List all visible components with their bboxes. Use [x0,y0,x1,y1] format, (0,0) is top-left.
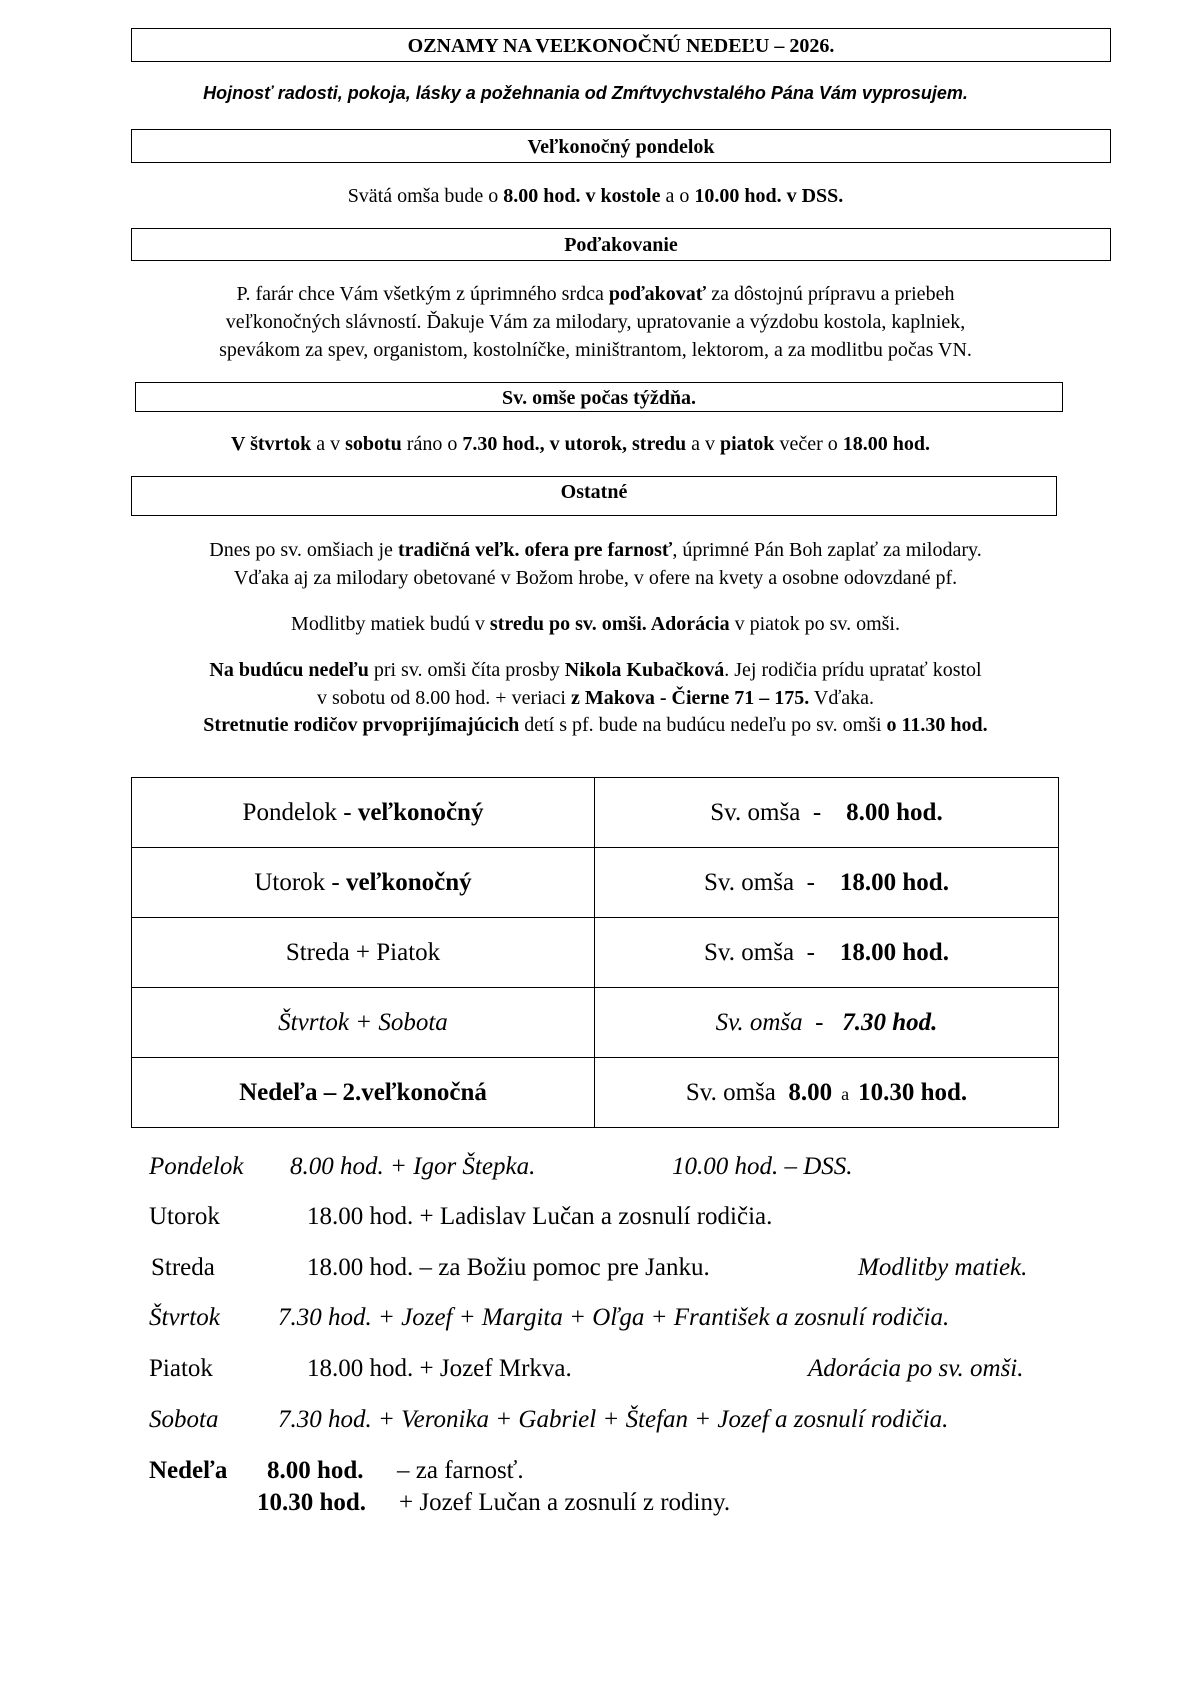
other-thanks: Vďaka. [809,687,875,709]
easter-monday-heading: Veľkonočný pondelok [527,136,715,158]
schedule-time [595,1058,1059,1128]
mass-note-friday: Adorácia po sv. omši. [808,1355,1024,1382]
mass-intention-sunday-2: + Jozef Lučan a zosnulí z rodiny. [399,1489,731,1516]
mass-day-tuesday: Utorok [149,1203,220,1230]
schedule-day [132,848,595,918]
schedule-day-bold: veľkonočný [357,798,484,826]
mass-day-thursday: Štvrtok [149,1304,220,1331]
schedule-label: Sv. omša - [704,938,840,966]
mass-day-friday: Piatok [149,1355,213,1382]
schedule-day [132,1058,595,1128]
schedule-row [132,848,1059,918]
schedule-label: Sv. omša [685,1078,789,1106]
week-evening-time: 18.00 hod. [842,433,930,455]
schedule-day-text: Streda + Piatok [285,938,441,966]
announcement-title-box [131,28,1111,62]
other-makov-houses: z Makova - Čierne 71 – 175. [570,687,810,709]
mass-time-sunday-1: 8.00 hod. [267,1457,364,1484]
other-reader-name: Nikola Kubačková [564,659,725,681]
other-text-c5: v sobotu od 8.00 hod. + veriaci [316,687,571,709]
week-and-1: a v [311,433,346,455]
schedule-time-value: 8.00 hod. [846,798,943,826]
week-masses-heading: Sv. omše počas týždňa. [502,387,696,409]
week-saturday: sobotu [345,433,402,455]
other-line-5 [0,688,1191,708]
other-text-a3: , úprimné Pán Boh zaplať za milodary. [672,539,982,561]
other-meeting-time: o 11.30 hod. [886,714,988,736]
other-text-c4: . Jej rodičia prídu upratať kostol [724,659,982,681]
schedule-row [132,918,1059,988]
other-text-a1: Dnes po sv. omšiach je [209,539,398,561]
schedule-day [132,918,595,988]
schedule-time [595,988,1059,1058]
schedule-time-value-2: 10.30 hod. [858,1078,968,1106]
schedule-row [132,1058,1059,1128]
schedule-row [132,988,1059,1058]
other-text-b1: Modlitby matiek budú v [291,613,490,635]
week-evening: večer o [774,433,843,455]
mass-day-monday: Pondelok [149,1153,244,1180]
thanks-bold: poďakovať [608,283,707,305]
mass-time-sunday-2: 10.30 hod. [257,1489,367,1516]
schedule-day-text: Utorok - [254,868,347,896]
monday-time-dss: 10.00 hod. v DSS. [694,185,844,207]
thanks-text-1a: P. farár chce Vám všetkým z úprimného srdca [236,283,609,305]
schedule-day [132,778,595,848]
other-line-3 [0,614,1191,634]
mass-day-sunday: Nedeľa [149,1457,228,1484]
mass-text-tuesday: 18.00 hod. + Ladislav Lučan a zosnulí rodičia. [307,1203,773,1230]
mass-day-saturday: Sobota [149,1406,219,1433]
mass-intention-sunday-1: – za farnosť. [397,1457,524,1484]
mass-text-saturday: 7.30 hod. + Veronika + Gabriel + Štefan + Jozef a zosnulí rodičia. [278,1406,949,1433]
monday-text-2: a o [660,185,695,207]
schedule-time-value: 18.00 hod. [839,938,949,966]
other-heading: Ostatné [560,481,628,503]
other-line-2: Vďaka aj za milodary obetované v Božom hrobe, v ofere na kvety a osobne odovzdané pf. [233,567,958,589]
mass-schedule-table [131,777,1059,1128]
schedule-time-value: 7.30 hod. [842,1008,938,1036]
mass-note-wednesday: Modlitby matiek. [858,1254,1028,1281]
thanks-text-1c: za dôstojnú prípravu a priebeh [706,283,955,305]
other-line-6 [0,715,1191,735]
announcement-title: OZNAMY NA VEĽKONOČNÚ NEDEĽU – 2026. [407,35,835,57]
other-offering: tradičná veľk. ofera pre farnosť [397,539,673,561]
schedule-and: a [832,1083,859,1104]
week-masses-text [0,434,1176,454]
other-heading-box [131,476,1057,516]
schedule-time-value: 8.00 [788,1078,833,1106]
schedule-time-value: 18.00 hod. [839,868,949,896]
thanks-heading: Poďakovanie [564,234,678,256]
other-line-1 [0,540,1191,560]
schedule-time [595,778,1059,848]
schedule-day-bold: Nedeľa – 2.veľkonočná [239,1078,487,1106]
other-text-b3: v piatok po sv. omši. [729,613,900,635]
monday-text-1: Svätá omša bude o [347,185,504,207]
monday-time-church: 8.00 hod. v kostole [503,185,661,207]
schedule-day-text: Štvrtok + Sobota [278,1008,448,1036]
schedule-label: Sv. omša - [704,868,840,896]
thanks-heading-box [131,228,1111,261]
schedule-label: Sv. omša - [710,798,847,826]
mass-text-wednesday: 18.00 hod. – za Božiu pomoc pre Janku. [307,1254,710,1281]
easter-monday-heading-box [131,129,1111,163]
week-and-2: a v [686,433,720,455]
week-thursday: V štvrtok [231,433,312,455]
week-masses-heading-box [135,382,1063,412]
week-friday: piatok [719,433,775,455]
mass-text-monday: 8.00 hod. + Igor Štepka. [290,1153,536,1180]
other-text-c2: pri sv. omši číta prosby [368,659,565,681]
other-parents-meeting: Stretnutie rodičov prvoprijímajúcich [203,714,520,736]
schedule-day-text: Pondelok - [242,798,358,826]
other-next-sunday: Na budúcu nedeľu [209,659,369,681]
other-text-d2: detí s pf. bude na budúcu nedeľu po sv. omši [519,714,887,736]
other-line-4 [0,660,1191,680]
week-tue-wed: 7.30 hod., v utorok, stredu [462,433,687,455]
mass-note-monday: 10.00 hod. – DSS. [672,1153,853,1180]
easter-monday-text [0,186,1191,206]
schedule-row [132,778,1059,848]
thanks-line-2: veľkonočných slávností. Ďakuje Vám za milodary, upratovanie a výzdobu kostola, kaplniek, [225,311,966,333]
blessing-subtitle: Hojnosť radosti, pokoja, lásky a požehnania od Zmŕtvychvstalého Pána Vám vyprosujem. [203,83,968,103]
mass-day-wednesday: Streda [151,1254,215,1281]
week-morning: ráno o [401,433,463,455]
schedule-day-bold: veľkonočný [346,868,472,896]
schedule-time [595,848,1059,918]
schedule-day [132,988,595,1058]
schedule-label: Sv. omša - [715,1008,843,1036]
thanks-line-1 [0,284,1191,304]
mass-text-thursday: 7.30 hod. + Jozef + Margita + Oľga + František a zosnulí rodičia. [278,1304,950,1331]
thanks-line-3: spevákom za spev, organistom, kostolníčke, miništrantom, lektorom, a za modlitbu počas VN. [219,339,972,361]
schedule-time [595,918,1059,988]
other-mothers-prayers: stredu po sv. omši. Adorácia [489,613,730,635]
mass-text-friday: 18.00 hod. + Jozef Mrkva. [307,1355,572,1382]
